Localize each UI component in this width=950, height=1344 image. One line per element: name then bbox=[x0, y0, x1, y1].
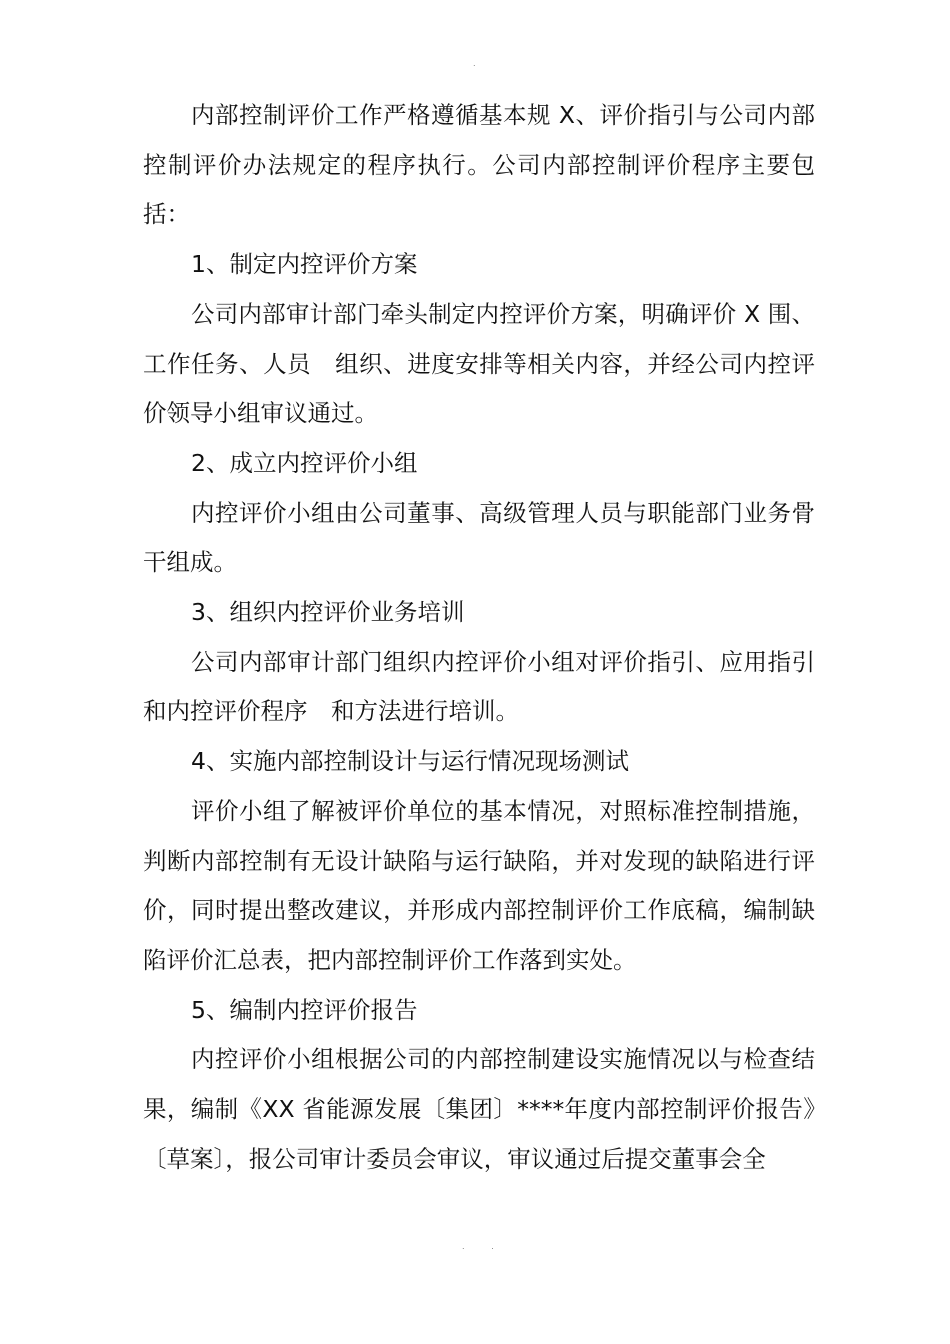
heading-step-1: 1、制定内控评价方案 bbox=[191, 250, 418, 279]
heading-step-5: 5、编制内控评价报告 bbox=[191, 995, 418, 1024]
heading-step-2: 2、成立内控评价小组 bbox=[191, 448, 418, 477]
paragraph-intro: 内部控制评价工作严格遵循基本规 X、评价指引与公司内部控制评价办法规定的程序执行。公司内部控制评价程序主要包括： bbox=[143, 101, 815, 229]
paragraph-step-5: 内控评价小组根据公司的内部控制建设实施情况以与检查结果，编制《XX 省能源发展〔集团〕****年度内部控制评价报告》〔草案〕，报公司审计委员会审议，审议通过后提交董事会全 bbox=[143, 1045, 815, 1173]
document-body bbox=[143, 91, 815, 1184]
paragraph-step-3: 公司内部审计部门组织内控评价小组对评价指引、应用指引和内控评价程序 和方法进行培训。 bbox=[143, 647, 815, 726]
paragraph-step-4: 评价小组了解被评价单位的基本情况，对照标准控制措施，判断内部控制有无设计缺陷与运行缺陷，并对发现的缺陷进行评价，同时提出整改建议，并形成内部控制评价工作底稿，编制缺陷评价汇总表，把内部控制评价工作落到实处。 bbox=[143, 796, 815, 974]
heading-step-4: 4、实施内部控制设计与运行情况现场测试 bbox=[191, 747, 629, 776]
page-header-mark: . bbox=[473, 59, 476, 68]
paragraph-step-1: 公司内部审计部门牵头制定内控评价方案，明确评价 X 围、工作任务、人员 组织、进度安排等相关内容，并经公司内控评价领导小组审议通过。 bbox=[143, 299, 815, 428]
paragraph-step-2: 内控评价小组由公司董事、高级管理人员与职能部门业务骨干组成。 bbox=[143, 498, 815, 577]
heading-step-3: 3、组织内控评价业务培训 bbox=[191, 598, 465, 627]
page-footer-mark: . . bbox=[462, 1242, 506, 1251]
